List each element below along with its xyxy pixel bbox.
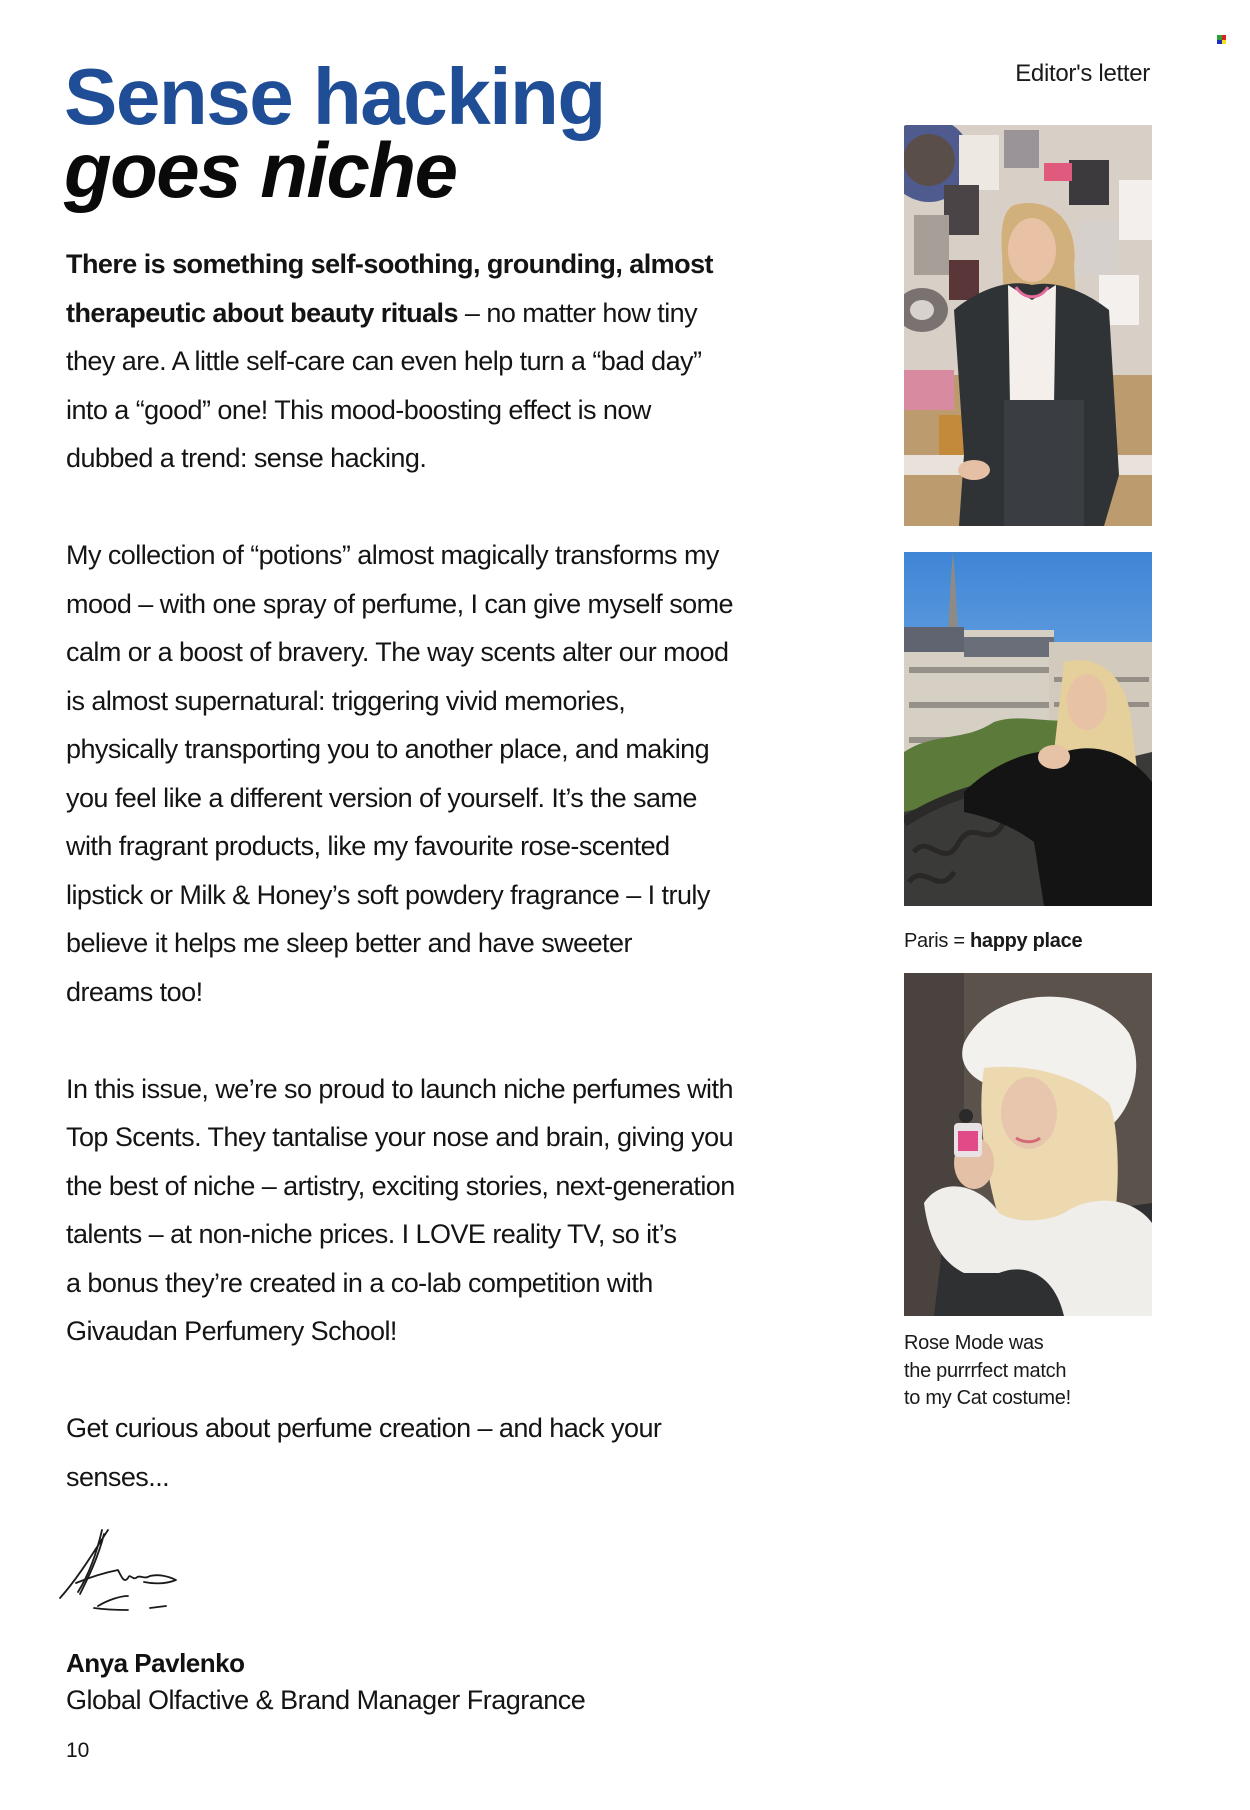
text-line: is almost supernatural: triggering vivid memories, xyxy=(66,685,626,716)
paragraph-gap xyxy=(66,1356,866,1405)
caption-line: Rose Mode was xyxy=(904,1332,1044,1354)
text-span: – no matter how tiny xyxy=(457,297,698,328)
text-line xyxy=(66,337,866,386)
text-line: lipstick or Milk & Honey’s soft powdery fragrance – I truly xyxy=(66,879,710,910)
article-body xyxy=(66,240,866,1501)
photo-paris-balcony xyxy=(904,552,1152,906)
text-line: Givaudan Perfumery School! xyxy=(66,1316,397,1346)
paragraph-potions xyxy=(66,531,866,1016)
paragraph-intro xyxy=(66,240,866,483)
text-line: you feel like a different version of yourself. It’s the same xyxy=(66,782,697,813)
photo-caption-cat xyxy=(904,1330,1154,1413)
text-span: they are. A little self-care can even help turn a “bad day” xyxy=(66,346,702,376)
lead-bold-text: therapeutic about beauty rituals xyxy=(66,297,458,328)
text-line xyxy=(66,386,866,435)
text-line xyxy=(66,289,866,338)
headline-line-1: Sense hacking xyxy=(64,52,605,141)
headline-line-2: goes niche xyxy=(64,126,457,214)
text-line xyxy=(66,434,866,483)
text-line: a bonus they’re created in a co-lab competition with xyxy=(66,1267,653,1298)
paragraph-gap xyxy=(66,483,866,532)
caption-line: the purrrfect match xyxy=(904,1359,1067,1382)
photo-portrait-moodboard xyxy=(904,125,1152,526)
text-line: Top Scents. They tantalise your nose and brain, giving you xyxy=(66,1122,734,1152)
page-number: 10 xyxy=(66,1739,90,1762)
paragraph-issue xyxy=(66,1065,866,1356)
author-title: Global Olfactive & Brand Manager Fragrance xyxy=(66,1685,586,1715)
text-span: into a “good” one! This mood-boosting effect is now xyxy=(66,394,651,425)
text-line: dreams too! xyxy=(66,976,203,1007)
text-line: believe it helps me sleep better and have sweeter xyxy=(66,928,632,958)
text-line: physically transporting you to another place, and making xyxy=(66,734,710,764)
signature xyxy=(58,1528,218,1618)
caption-regular-text: Paris = xyxy=(904,930,970,952)
lead-bold-text: There is something self-soothing, grounding, almost xyxy=(66,249,713,279)
text-line: calm or a boost of bravery. The way scents alter our mood xyxy=(66,637,729,667)
text-line: with fragrant products, like my favourite rose-scented xyxy=(66,831,670,861)
caption-line: to my Cat costume! xyxy=(904,1387,1071,1409)
brand-logo-mark xyxy=(1217,35,1226,44)
text-line xyxy=(66,240,866,289)
text-span: dubbed a trend: sense hacking. xyxy=(66,443,427,473)
photo-cat-costume xyxy=(904,973,1152,1316)
text-line: Get curious about perfume creation – and hack your xyxy=(66,1413,662,1443)
logo-square-yellow xyxy=(1222,40,1227,45)
paragraph-gap xyxy=(66,1016,866,1065)
text-line: mood – with one spray of perfume, I can give myself some xyxy=(66,588,734,619)
section-label: Editor's letter xyxy=(1015,60,1150,87)
text-line: In this issue, we’re so proud to launch niche perfumes with xyxy=(66,1073,733,1104)
text-line: the best of niche – artistry, exciting stories, next-generation xyxy=(66,1170,735,1201)
paragraph-closing xyxy=(66,1404,866,1501)
caption-bold-text: happy place xyxy=(969,930,1083,952)
text-line: talents – at non-niche prices. I LOVE reality TV, so it’s xyxy=(66,1219,677,1249)
text-line: My collection of “potions” almost magically transforms my xyxy=(66,540,719,570)
photo-caption-paris xyxy=(904,928,1154,956)
author-name: Anya Pavlenko xyxy=(66,1648,245,1678)
text-line: senses... xyxy=(66,1461,170,1492)
